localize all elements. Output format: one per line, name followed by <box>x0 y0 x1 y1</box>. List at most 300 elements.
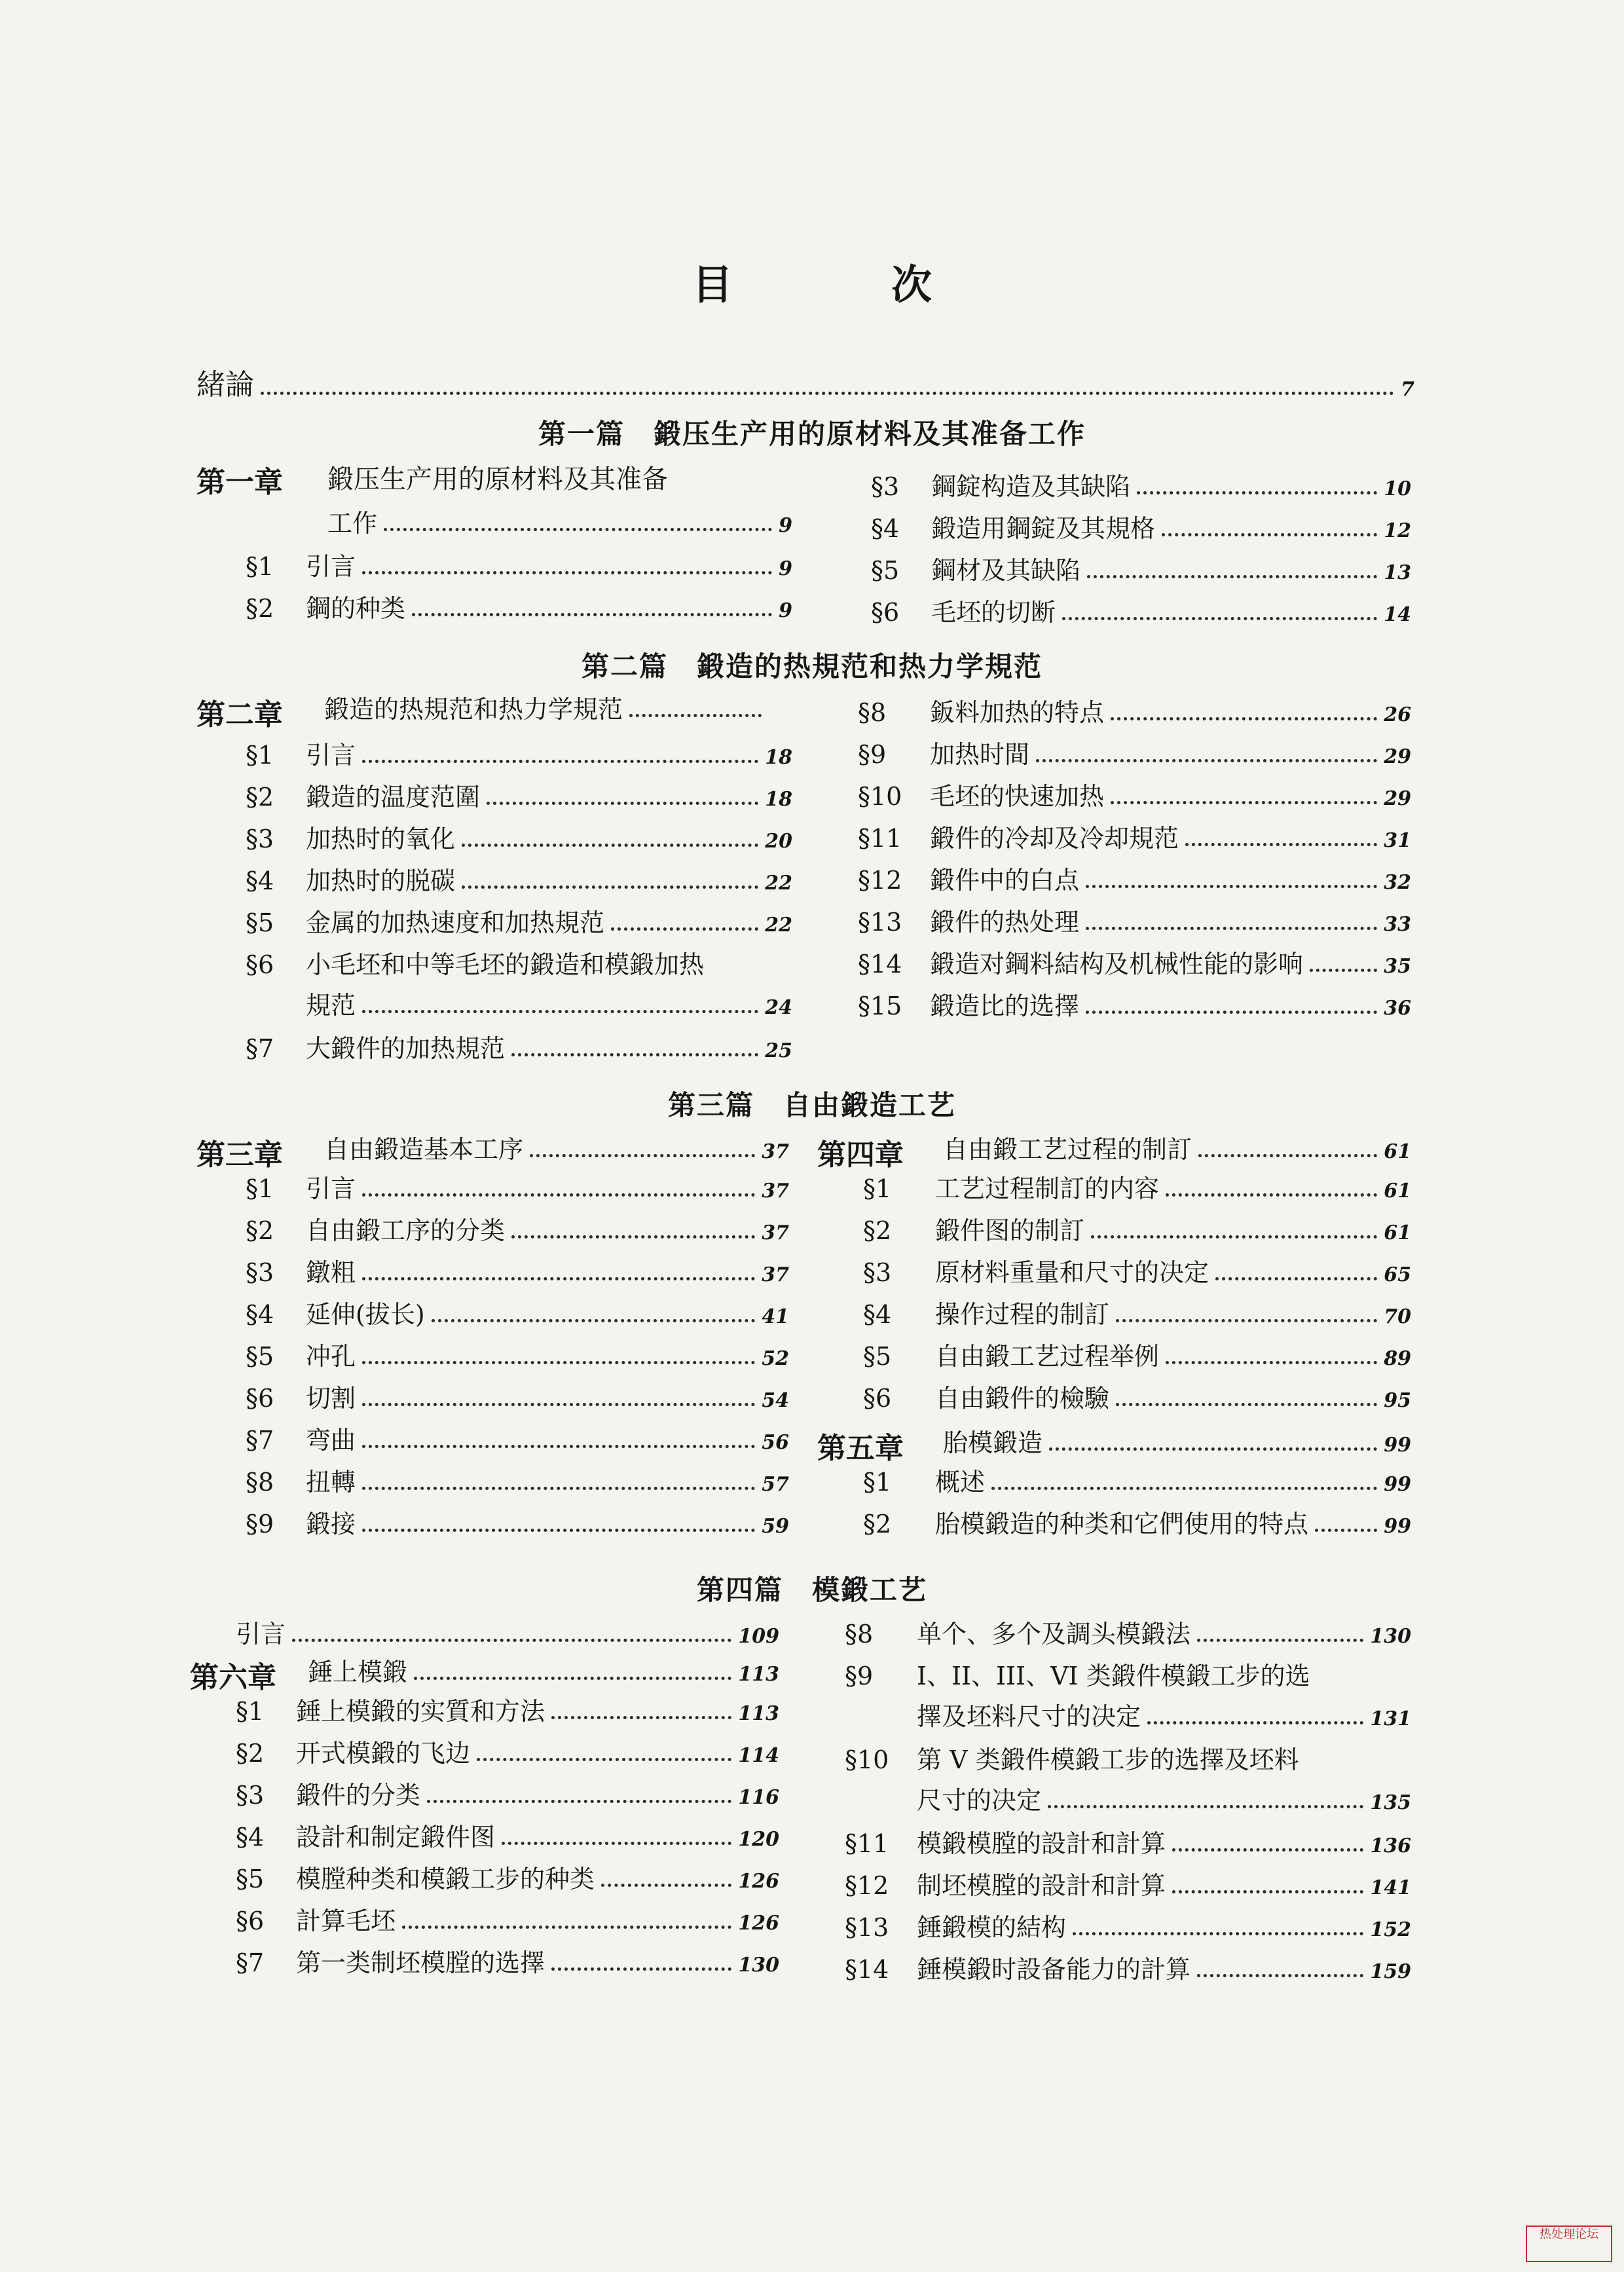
toc-page-number: 7 <box>1401 378 1414 401</box>
toc-page-number: 99 <box>1384 1473 1411 1496</box>
toc-entry-label: 鍛件图的制訂 <box>935 1216 1085 1245</box>
toc-section-entry[interactable] <box>863 1454 1411 1495</box>
toc-section-entry[interactable] <box>858 768 1411 809</box>
toc-entry-label: 鍛件的热处理 <box>930 908 1080 937</box>
section-number: §8 <box>858 698 887 727</box>
toc-entry-label: 錘上模鍛 <box>308 1658 408 1686</box>
toc-chapter-entry[interactable] <box>943 1121 1411 1162</box>
toc-page-number: 13 <box>1384 561 1411 584</box>
toc-section-entry[interactable] <box>858 726 1411 767</box>
forum-watermark <box>1526 2225 1612 2262</box>
toc-chapter-entry[interactable] <box>943 1415 1411 1455</box>
toc-page-number: 120 <box>738 1828 779 1851</box>
toc-page-number: 141 <box>1370 1876 1411 1899</box>
toc-entry-label: 延伸(拔长) <box>306 1300 425 1329</box>
toc-entry-label: 毛坯的快速加热 <box>930 782 1105 811</box>
chapter-number: 第六章 <box>190 1661 276 1694</box>
toc-page-number: 59 <box>762 1515 789 1538</box>
toc-entry-label: 設計和制定鍛件图 <box>296 1823 496 1852</box>
toc-section-entry[interactable] <box>246 1454 789 1495</box>
toc-entry-label: 大鍛件的加热規范 <box>306 1034 506 1063</box>
section-number: §13 <box>845 1913 889 1942</box>
toc-section-entry[interactable] <box>246 727 792 768</box>
toc-section-entry[interactable] <box>858 810 1411 851</box>
toc-entry-label: 金属的加热速度和加热規范 <box>306 908 605 937</box>
toc-section-entry[interactable] <box>246 1202 789 1243</box>
toc-section-entry[interactable] <box>863 1328 1411 1369</box>
toc-section-entry[interactable] <box>246 1286 789 1327</box>
toc-entry-label: 工作 <box>327 509 378 538</box>
section-number: §4 <box>863 1300 892 1329</box>
leader-dots <box>362 1010 758 1013</box>
toc-page-number: 113 <box>738 1702 779 1725</box>
toc-section-entry[interactable] <box>863 1244 1411 1285</box>
toc-entry-label: 鋼的种类 <box>306 594 406 623</box>
part-heading-4: 第四篇 模鍛工艺 <box>696 1574 927 1606</box>
section-number: §11 <box>858 824 902 853</box>
toc-entry-label: 自由鍛工艺过程的制訂 <box>943 1135 1192 1164</box>
toc-page-number: 113 <box>738 1663 779 1686</box>
toc-page-number: 126 <box>738 1912 779 1935</box>
leader-dots <box>1091 1235 1377 1238</box>
toc-page-number: 24 <box>765 996 792 1019</box>
section-number: §1 <box>863 1468 892 1497</box>
leader-dots <box>487 802 758 805</box>
toc-entry-label: 自由鍛工艺过程举例 <box>935 1342 1160 1371</box>
toc-page-number: 99 <box>1384 1515 1411 1538</box>
leader-dots <box>511 1235 755 1238</box>
section-number: §4 <box>246 1300 274 1329</box>
toc-section-entry[interactable] <box>845 1857 1411 1898</box>
leader-dots <box>1172 1890 1363 1893</box>
section-number: §1 <box>246 741 274 770</box>
leader-dots <box>432 1319 756 1322</box>
toc-entry-label: 模膛种类和模鍛工步的种类 <box>296 1865 595 1893</box>
chapter-number: 第二章 <box>196 698 283 732</box>
toc-page-number: 29 <box>1384 745 1411 768</box>
toc-section-entry[interactable] <box>845 1606 1411 1647</box>
section-number: §2 <box>863 1216 892 1245</box>
section-number: §2 <box>236 1739 265 1768</box>
toc-page-number: 95 <box>1384 1389 1411 1412</box>
toc-entry-label: 規范 <box>306 991 356 1020</box>
toc-page-number: 29 <box>1384 787 1411 810</box>
toc-entry-label: 鍛造用鋼錠及其規格 <box>931 514 1156 543</box>
section-number: §4 <box>236 1823 265 1852</box>
toc-page-number: 126 <box>738 1870 779 1893</box>
toc-entry-label: 擇及坯料尺寸的决定 <box>917 1702 1141 1731</box>
leader-dots <box>1086 1011 1377 1014</box>
section-number: §3 <box>871 472 900 501</box>
toc-section-entry[interactable] <box>845 1816 1411 1856</box>
section-number: §1 <box>863 1174 892 1203</box>
toc-section-entry[interactable] <box>236 1935 779 1975</box>
section-number: §5 <box>236 1865 265 1893</box>
toc-section-entry[interactable] <box>236 1893 779 1933</box>
toc-page-number: 159 <box>1370 1960 1411 1983</box>
section-number: §14 <box>858 950 902 978</box>
toc-page-number: 61 <box>1384 1140 1411 1163</box>
toc-entry-label: 胎模鍛造的种类和它們使用的特点 <box>935 1510 1309 1538</box>
toc-page-number: 131 <box>1370 1707 1411 1730</box>
section-number: §14 <box>845 1955 889 1984</box>
section-number: §6 <box>246 1384 274 1413</box>
toc-entry-label: 鍛造的热規范和热力学規范 <box>324 695 623 724</box>
toc-page-number: 26 <box>1384 703 1411 726</box>
section-number: §8 <box>845 1620 874 1648</box>
toc-entry-label: 錘上模鍛的实質和方法 <box>296 1697 545 1726</box>
toc-entry-label: 引言 <box>306 1174 356 1203</box>
toc-intro-entry[interactable] <box>196 359 1414 400</box>
chapter-title: 鍛压生产用的原材料及其准备 <box>327 464 668 494</box>
watermark-text: 热处理论坛 <box>1540 2227 1598 2241</box>
leader-dots <box>1116 1319 1377 1322</box>
toc-section-entry[interactable] <box>871 500 1411 541</box>
section-number: §7 <box>246 1426 274 1455</box>
toc-section-entry[interactable] <box>236 1809 779 1850</box>
section-number: §6 <box>871 598 900 627</box>
chapter-number: 第五章 <box>817 1432 904 1465</box>
leader-dots <box>1172 1848 1363 1852</box>
toc-entry-label: 自由鍛件的檢驗 <box>935 1384 1110 1413</box>
toc-section-entry[interactable] <box>246 895 792 935</box>
section-number: §4 <box>246 866 274 895</box>
chapter-number: 第三章 <box>196 1138 283 1172</box>
toc-section-entry[interactable] <box>871 458 1411 499</box>
leader-dots <box>511 1053 758 1056</box>
page-title: 目 次 <box>692 261 991 308</box>
section-number: §13 <box>858 908 902 937</box>
section-number: §6 <box>246 950 274 979</box>
toc-section-entry[interactable] <box>863 1370 1411 1411</box>
leader-dots <box>1036 759 1377 762</box>
toc-entry-label: 引言 <box>306 552 356 581</box>
toc-section-entry[interactable] <box>871 584 1411 625</box>
toc-section-entry[interactable] <box>246 937 792 977</box>
leader-dots <box>1049 1447 1377 1451</box>
leader-dots <box>362 760 758 763</box>
toc-page-number: 57 <box>762 1473 789 1496</box>
toc-entry-label: 計算毛坯 <box>296 1907 396 1935</box>
leader-dots <box>611 927 758 931</box>
toc-page-number: 12 <box>1384 519 1411 542</box>
section-number: §10 <box>858 782 902 811</box>
section-number: §2 <box>863 1510 892 1538</box>
toc-section-entry[interactable] <box>246 1496 789 1536</box>
leader-dots <box>1048 1805 1363 1808</box>
leader-dots <box>362 1193 755 1197</box>
leader-dots <box>462 885 758 889</box>
toc-page-number: 37 <box>762 1180 789 1202</box>
toc-entry-label: 模鍛模膛的設計和計算 <box>917 1829 1166 1858</box>
toc-page-number: 22 <box>765 914 792 937</box>
toc-entry-label: 鍛造比的选擇 <box>930 992 1080 1020</box>
leader-dots <box>1166 1193 1377 1197</box>
toc-entry-label: 鍛件的冷却及冷却規范 <box>930 824 1179 853</box>
leader-dots <box>502 1842 731 1845</box>
leader-dots <box>1062 617 1377 620</box>
toc-entry-label: 引言 <box>306 741 356 770</box>
toc-section-entry[interactable] <box>871 542 1411 583</box>
toc-entry-label: 錘鍛模的結构 <box>917 1913 1067 1942</box>
toc-entry-label: 緒論 <box>196 368 254 401</box>
leader-dots <box>402 1926 731 1929</box>
leader-dots <box>530 1154 755 1157</box>
toc-entry-label: 鐓粗 <box>306 1258 356 1287</box>
toc-section-entry[interactable] <box>858 936 1411 977</box>
section-number: §9 <box>858 740 887 769</box>
toc-entry-label: 扭轉 <box>306 1468 356 1497</box>
section-number: §3 <box>246 825 274 853</box>
leader-dots <box>1073 1932 1363 1935</box>
toc-intro-entry[interactable] <box>236 1606 779 1647</box>
toc-section-entry[interactable] <box>858 852 1411 893</box>
toc-page-number: 36 <box>1384 997 1411 1020</box>
leader-dots <box>1162 533 1377 536</box>
toc-page-number: 9 <box>779 599 792 622</box>
toc-entry-label: 冲孔 <box>306 1342 356 1371</box>
leader-dots <box>991 1487 1377 1490</box>
toc-entry-label: 鍛造对鋼料結构及机械性能的影响 <box>930 950 1304 978</box>
toc-entry-label: 制坯模膛的設計和計算 <box>917 1871 1166 1900</box>
toc-page-number: 136 <box>1370 1834 1411 1857</box>
toc-section-entry[interactable] <box>845 1648 1411 1688</box>
toc-entry-label: 操作过程的制訂 <box>935 1300 1110 1329</box>
toc-entry-label: 鈑料加热的特点 <box>930 698 1105 727</box>
toc-entry-label: 加热时間 <box>930 740 1030 769</box>
toc-entry-label: 加热时的脱碳 <box>306 866 456 895</box>
toc-page-number: 52 <box>762 1347 789 1370</box>
toc-page-number: 18 <box>765 746 792 769</box>
leader-dots <box>1086 927 1377 930</box>
toc-entry-label: 加热时的氧化 <box>306 825 456 853</box>
toc-page-number: 37 <box>762 1221 789 1244</box>
section-number: §1 <box>246 1174 274 1203</box>
toc-section-entry[interactable] <box>246 1244 789 1285</box>
toc-page-number: 116 <box>738 1786 779 1809</box>
toc-entry-label: 原材料重量和尺寸的决定 <box>935 1258 1209 1287</box>
toc-section-entry[interactable] <box>246 1412 789 1453</box>
leader-dots <box>1166 1361 1377 1364</box>
toc-page-number: 54 <box>762 1389 789 1412</box>
toc-section-entry[interactable] <box>845 1899 1411 1940</box>
leader-dots <box>551 1967 731 1971</box>
leader-dots <box>477 1758 731 1761</box>
toc-page-number: 114 <box>738 1744 779 1767</box>
chapter-number: 第一章 <box>196 466 283 499</box>
toc-chapter-entry[interactable] <box>327 495 792 536</box>
section-number: §12 <box>858 866 902 895</box>
leader-dots <box>1197 1639 1363 1642</box>
toc-section-entry[interactable] <box>246 811 792 851</box>
leader-dots <box>1147 1721 1363 1724</box>
leader-dots <box>362 571 772 574</box>
section-number: §5 <box>246 1342 274 1371</box>
toc-section-entry[interactable] <box>858 978 1411 1018</box>
section-number: §11 <box>845 1829 889 1858</box>
section-number: §1 <box>246 552 274 581</box>
toc-page-number: 37 <box>762 1263 789 1286</box>
chapter-number: 第四章 <box>817 1138 904 1172</box>
leader-dots <box>362 1487 755 1490</box>
section-number: §8 <box>246 1468 274 1497</box>
leader-dots <box>1116 1403 1377 1406</box>
toc-page-number: 31 <box>1384 829 1411 852</box>
leader-dots <box>412 613 772 616</box>
toc-entry-label: 鋼材及其缺陷 <box>931 556 1081 585</box>
toc-entry-label: 鋼錠构造及其缺陷 <box>931 472 1131 501</box>
toc-section-entry[interactable] <box>863 1202 1411 1243</box>
toc-page-number: 10 <box>1384 477 1411 500</box>
toc-page-number: 61 <box>1384 1221 1411 1244</box>
section-number: §7 <box>246 1034 274 1063</box>
leader-dots <box>1087 575 1377 578</box>
section-number: §15 <box>858 992 902 1020</box>
toc-section-entry[interactable] <box>845 1732 1411 1772</box>
toc-section-entry-continued[interactable] <box>917 1772 1411 1813</box>
toc-section-entry[interactable] <box>246 538 792 579</box>
toc-entry-label: 开式模鍛的飞边 <box>296 1739 471 1768</box>
toc-entry-label: 切割 <box>306 1384 356 1413</box>
section-number: §12 <box>845 1871 889 1900</box>
toc-entry-label: 自由鍛工序的分类 <box>306 1216 506 1245</box>
section-number: §9 <box>845 1662 874 1690</box>
toc-section-entry[interactable] <box>236 1725 779 1766</box>
toc-entry-label: 錘模鍛时設备能力的計算 <box>917 1955 1191 1984</box>
section-number: §5 <box>246 908 274 937</box>
toc-section-entry[interactable] <box>863 1161 1411 1201</box>
toc-section-entry[interactable] <box>858 684 1411 725</box>
section-number: §2 <box>246 783 274 811</box>
toc-page-number: 70 <box>1384 1305 1411 1328</box>
toc-page-number: 41 <box>762 1305 789 1328</box>
toc-entry-label: I、II、III、VI 类鍛件模鍛工步的选 <box>917 1662 1310 1690</box>
leader-dots <box>362 1529 755 1532</box>
section-number: §2 <box>246 1216 274 1245</box>
toc-section-entry[interactable] <box>236 1683 779 1724</box>
toc-section-entry-continued[interactable] <box>306 977 792 1018</box>
leader-dots <box>1086 885 1377 888</box>
toc-section-entry[interactable] <box>858 894 1411 935</box>
toc-section-entry[interactable] <box>246 1020 792 1061</box>
toc-section-entry[interactable] <box>246 769 792 810</box>
section-number: §3 <box>863 1258 892 1287</box>
toc-entry-label: 鍛件的分类 <box>296 1781 421 1810</box>
leader-dots <box>1315 1529 1377 1532</box>
leader-dots <box>1215 1277 1377 1280</box>
toc-page-number: 89 <box>1384 1347 1411 1370</box>
leader-dots <box>629 714 762 717</box>
toc-chapter-entry[interactable] <box>324 1121 789 1162</box>
section-number: §7 <box>236 1948 265 1977</box>
toc-page-number: 33 <box>1384 913 1411 936</box>
toc-entry-label: 鍛接 <box>306 1510 356 1538</box>
toc-section-entry[interactable] <box>845 1941 1411 1982</box>
toc-page-number: 65 <box>1384 1263 1411 1286</box>
toc-page-number: 32 <box>1384 871 1411 894</box>
toc-entry-label: 概述 <box>935 1468 986 1497</box>
toc-page-number: 35 <box>1384 955 1411 978</box>
toc-page-number: 152 <box>1370 1918 1411 1941</box>
toc-page-number: 9 <box>779 557 792 580</box>
toc-section-entry[interactable] <box>863 1496 1411 1536</box>
section-number: §5 <box>863 1342 892 1371</box>
toc-section-entry[interactable] <box>236 1851 779 1891</box>
leader-dots <box>1185 843 1377 846</box>
leader-dots <box>362 1445 755 1448</box>
section-number: §5 <box>871 556 900 585</box>
toc-page-number: 22 <box>765 872 792 895</box>
toc-page-number: 56 <box>762 1431 789 1454</box>
toc-entry-label: 自由鍛造基本工序 <box>324 1135 524 1164</box>
section-number: §3 <box>236 1781 265 1810</box>
toc-page-number: 9 <box>779 514 792 537</box>
toc-page-number: 130 <box>738 1954 779 1977</box>
toc-section-entry-continued[interactable] <box>917 1688 1411 1729</box>
toc-section-entry[interactable] <box>863 1286 1411 1327</box>
section-number: §6 <box>236 1907 265 1935</box>
toc-entry-label: 小毛坯和中等毛坯的鍛造和模鍛加热 <box>306 950 705 979</box>
toc-page-number: 130 <box>1370 1625 1411 1648</box>
leader-dots <box>551 1716 731 1719</box>
toc-page-number: 61 <box>1384 1180 1411 1202</box>
toc-chapter-entry[interactable] <box>324 681 796 722</box>
leader-dots <box>384 528 772 531</box>
toc-section-entry[interactable] <box>246 1328 789 1369</box>
toc-entry-label: 尺寸的决定 <box>917 1786 1042 1815</box>
section-number: §2 <box>246 594 274 623</box>
toc-entry-label: 第 V 类鍛件模鍛工步的选擇及坯料 <box>917 1745 1299 1774</box>
part-heading-2: 第二篇 鍛造的热規范和热力学規范 <box>581 650 1043 682</box>
toc-page-number: 37 <box>762 1140 789 1163</box>
part-heading-3: 第三篇 自由鍛造工艺 <box>667 1089 956 1121</box>
section-number: §10 <box>845 1745 889 1774</box>
leader-dots <box>427 1800 731 1803</box>
toc-entry-label: 弯曲 <box>306 1426 356 1455</box>
leader-dots <box>1111 801 1377 804</box>
toc-entry-label: 鍛件中的白点 <box>930 866 1080 895</box>
section-number: §4 <box>871 514 900 543</box>
leader-dots <box>362 1361 755 1364</box>
toc-section-entry[interactable] <box>236 1767 779 1808</box>
toc-chapter-entry[interactable] <box>308 1644 779 1685</box>
leader-dots <box>414 1677 731 1680</box>
leader-dots <box>1111 717 1377 720</box>
leader-dots <box>362 1403 755 1406</box>
toc-entry-label: 胎模鍛造 <box>943 1428 1043 1457</box>
toc-page-number: 20 <box>765 830 792 853</box>
leader-dots <box>292 1639 731 1642</box>
toc-section-entry[interactable] <box>246 1370 789 1411</box>
toc-section-entry[interactable] <box>246 853 792 893</box>
toc-page-number: 109 <box>738 1625 779 1648</box>
section-number: §1 <box>236 1697 265 1726</box>
section-number: §6 <box>863 1384 892 1413</box>
toc-entry-label: 鍛造的温度范圍 <box>306 783 481 811</box>
toc-entry-label: 引言 <box>236 1620 286 1648</box>
leader-dots <box>1198 1154 1377 1157</box>
toc-section-entry[interactable] <box>246 1161 789 1201</box>
leader-dots <box>462 844 758 847</box>
toc-section-entry[interactable] <box>246 580 792 621</box>
toc-entry-label: 单个、多个及調头模鍛法 <box>917 1620 1191 1648</box>
toc-entry-label: 工艺过程制訂的内容 <box>935 1174 1160 1203</box>
leader-dots <box>601 1884 731 1887</box>
leader-dots <box>1197 1974 1363 1977</box>
leader-dots <box>1137 491 1377 494</box>
section-number: §9 <box>246 1510 274 1538</box>
section-number: §3 <box>246 1258 274 1287</box>
